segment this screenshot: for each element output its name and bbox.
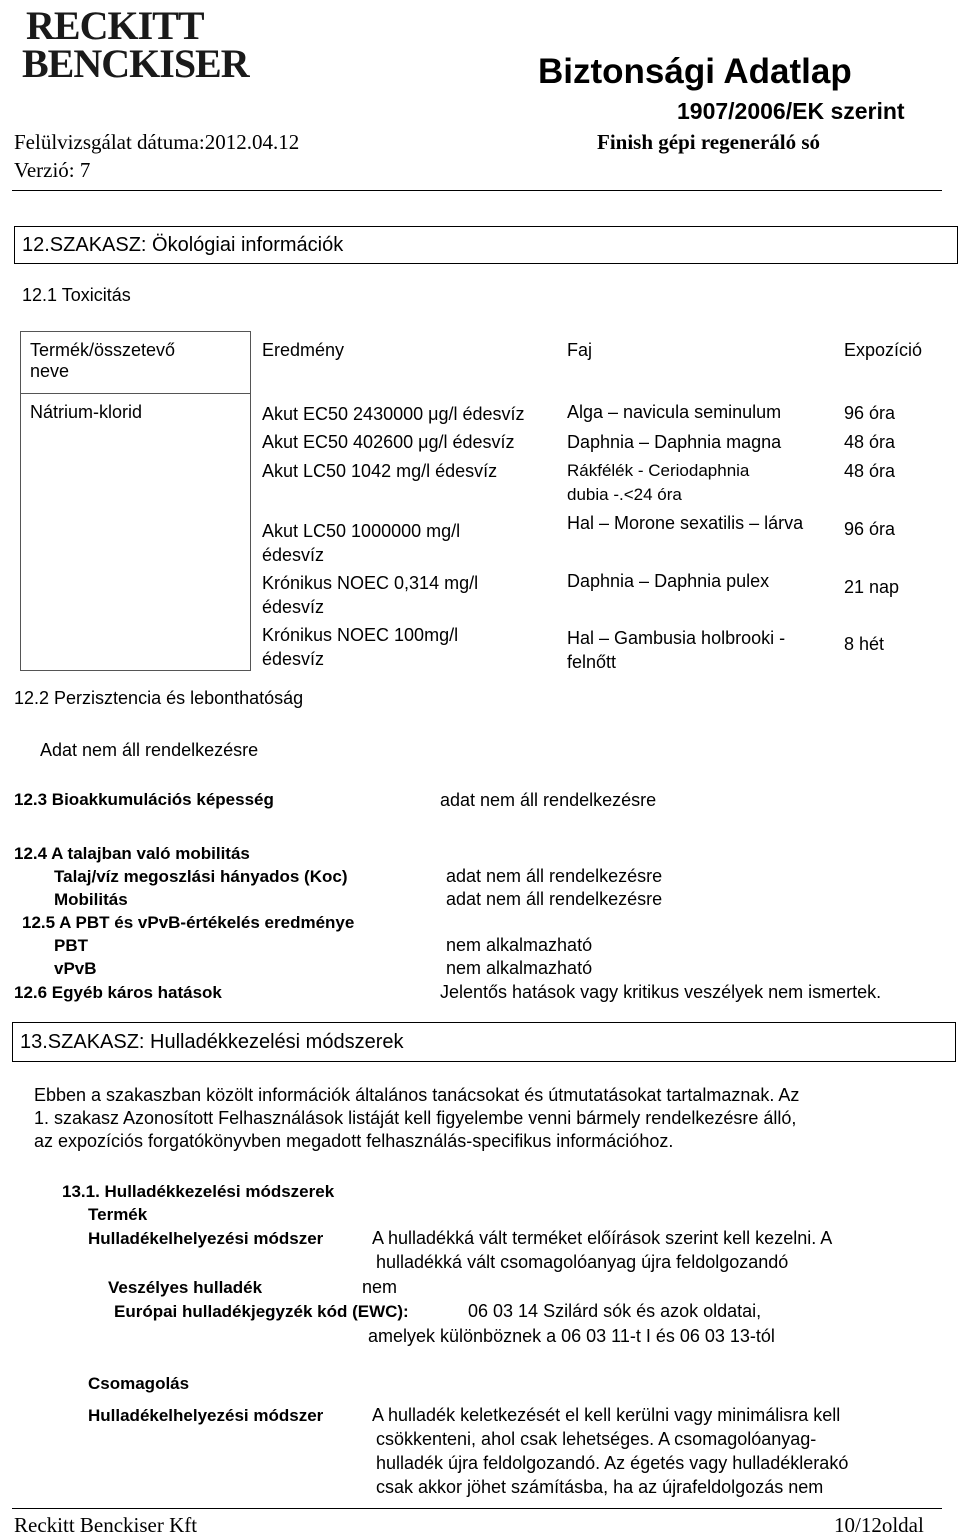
mobility-value: adat nem áll rendelkezésre xyxy=(446,889,663,909)
product-name: Finish gépi regeneráló só xyxy=(597,130,821,154)
intro-line-2: 1. szakasz Azonosított Felhasználások listáját kell figyelembe venni bármely rendelkezésre álló, xyxy=(34,1108,797,1128)
tox-species-2: Daphnia – Daphnia magna xyxy=(567,432,782,452)
col-header-species: Faj xyxy=(567,340,593,360)
product-label: Termék xyxy=(88,1205,148,1224)
pbt-value: nem alkalmazható xyxy=(446,935,593,955)
persistence-text: Adat nem áll rendelkezésre xyxy=(40,740,259,760)
logo-line-2: BENCKISER xyxy=(22,41,249,86)
doc-title: Biztonsági Adatlap xyxy=(538,52,852,91)
tox-species-3a: Rákfélék - Ceriodaphnia xyxy=(567,461,750,480)
packaging-label: Csomagolás xyxy=(88,1374,190,1393)
tox-result-6b: édesvíz xyxy=(262,649,325,669)
tox-species-1: Alga – navicula seminulum xyxy=(567,402,782,422)
pbt-label: PBT xyxy=(54,936,88,955)
disposal-label: Hulladékelhelyezési módszer xyxy=(88,1229,324,1248)
header-rule xyxy=(12,190,942,191)
tox-result-1: Akut EC50 2430000 μg/l édesvíz xyxy=(262,404,525,424)
bio-label: 12.3 Bioakkumulációs képesség xyxy=(14,790,274,809)
tox-exposure-4: 96 óra xyxy=(844,519,896,539)
tox-species-4: Hal – Morone sexatilis – lárva xyxy=(567,513,804,533)
tox-result-3: Akut LC50 1042 mg/l édesvíz xyxy=(262,461,498,481)
tox-species-3b: dubia -.<24 óra xyxy=(567,485,682,504)
regulation: 1907/2006/EK szerint xyxy=(677,98,905,124)
tox-species-6a: Hal – Gambusia holbrooki - xyxy=(567,628,786,648)
col-header-exposure: Expozíció xyxy=(844,340,923,360)
tox-exposure-6: 8 hét xyxy=(844,634,885,654)
vpvb-label: vPvB xyxy=(54,959,97,978)
tox-species-5: Daphnia – Daphnia pulex xyxy=(567,571,770,591)
ewc-text-2: amelyek különböznek a 06 03 11-t I és 06 03 13-tól xyxy=(368,1326,775,1346)
intro-line-3: az expozíciós forgatókönyvben megadott felhasználás-specifikus információhoz. xyxy=(34,1131,674,1151)
bio-value: adat nem áll rendelkezésre xyxy=(440,790,657,810)
tox-exposure-2: 48 óra xyxy=(844,432,896,452)
section13-title: 13.SZAKASZ: Hulladékkezelési módszerek xyxy=(20,1031,404,1053)
intro-line-1: Ebben a szakaszban közölt információk általános tanácsokat és útmutatásokat tartalmaznak. Az xyxy=(34,1085,800,1105)
mobility-title: 12.4 A talajban való mobilitás xyxy=(14,844,250,863)
mobility-label: Mobilitás xyxy=(54,890,128,909)
persistence-title: 12.2 Perzisztencia és lebonthatóság xyxy=(14,688,304,708)
koc-label: Talaj/víz megoszlási hányados (Koc) xyxy=(54,867,348,886)
tox-result-4a: Akut LC50 1000000 mg/l xyxy=(262,521,461,541)
tox-exposure-1: 96 óra xyxy=(844,403,896,423)
pack-disposal-text-1: A hulladék keletkezését el kell kerülni vagy minimálisra kell xyxy=(372,1405,841,1425)
section12-title: 12.SZAKASZ: Ökológiai információk xyxy=(22,234,344,256)
ewc-label: Európai hulladékjegyzék kód (EWC): xyxy=(114,1302,409,1321)
vpvb-value: nem alkalmazható xyxy=(446,958,593,978)
tox-result-4b: édesvíz xyxy=(262,545,325,565)
hazardous-value: nem xyxy=(362,1277,398,1297)
footer-page: 10/12oldal xyxy=(834,1513,924,1537)
hazardous-label: Veszélyes hulladék xyxy=(108,1278,263,1297)
tox-result-2: Akut EC50 402600 μg/l édesvíz xyxy=(262,432,515,452)
review-date: Felülvizsgálat dátuma:2012.04.12 xyxy=(14,130,300,154)
col-header-result: Eredmény xyxy=(262,340,345,360)
pbt-title: 12.5 A PBT és vPvB-értékelés eredménye xyxy=(22,913,355,932)
pack-disposal-label: Hulladékelhelyezési módszer xyxy=(88,1406,324,1425)
pack-disposal-text-2: csökkenteni, ahol csak lehetséges. A csomagolóanyag- xyxy=(376,1429,817,1449)
footer-company: Reckitt Benckiser Kft xyxy=(14,1513,198,1537)
tox-exposure-5: 21 nap xyxy=(844,577,900,597)
col-header-product: Termék/összetevő neve xyxy=(30,340,176,381)
ewc-text-1: 06 03 14 Szilárd sók és azok oldatai, xyxy=(468,1301,762,1321)
waste-subtitle: 13.1. Hulladékkezelési módszerek xyxy=(62,1182,335,1201)
tox-result-6a: Krónikus NOEC 100mg/l xyxy=(262,625,459,645)
other-effects-label: 12.6 Egyéb káros hatások xyxy=(14,983,222,1002)
tox-species-6b: felnőtt xyxy=(567,652,617,672)
tox-result-5a: Krónikus NOEC 0,314 mg/l xyxy=(262,573,479,593)
pack-disposal-text-4: csak akkor jöhet számításba, ha az újrafeldolgozás nem xyxy=(376,1477,824,1497)
disposal-text-2: hulladékká vált csomagolóanyag újra feldolgozandó xyxy=(376,1252,789,1272)
logo-line-1: RECKITT xyxy=(26,3,204,48)
pack-disposal-text-3: hulladék újra feldolgozandó. Az égetés vagy hulladéklerakó xyxy=(376,1453,849,1473)
tox-exposure-3: 48 óra xyxy=(844,461,896,481)
other-effects-value: Jelentős hatások vagy kritikus veszélyek nem ismertek. xyxy=(440,982,882,1002)
tox-result-5b: édesvíz xyxy=(262,597,325,617)
koc-value: adat nem áll rendelkezésre xyxy=(446,866,663,886)
version: Verzió: 7 xyxy=(14,158,91,182)
toxicity-title: 12.1 Toxicitás xyxy=(22,285,131,305)
disposal-text-1: A hulladékká vált terméket előírások szerint kell kezelni. A xyxy=(372,1228,833,1248)
footer-rule xyxy=(12,1508,942,1509)
substance-name: Nátrium-klorid xyxy=(30,402,143,422)
